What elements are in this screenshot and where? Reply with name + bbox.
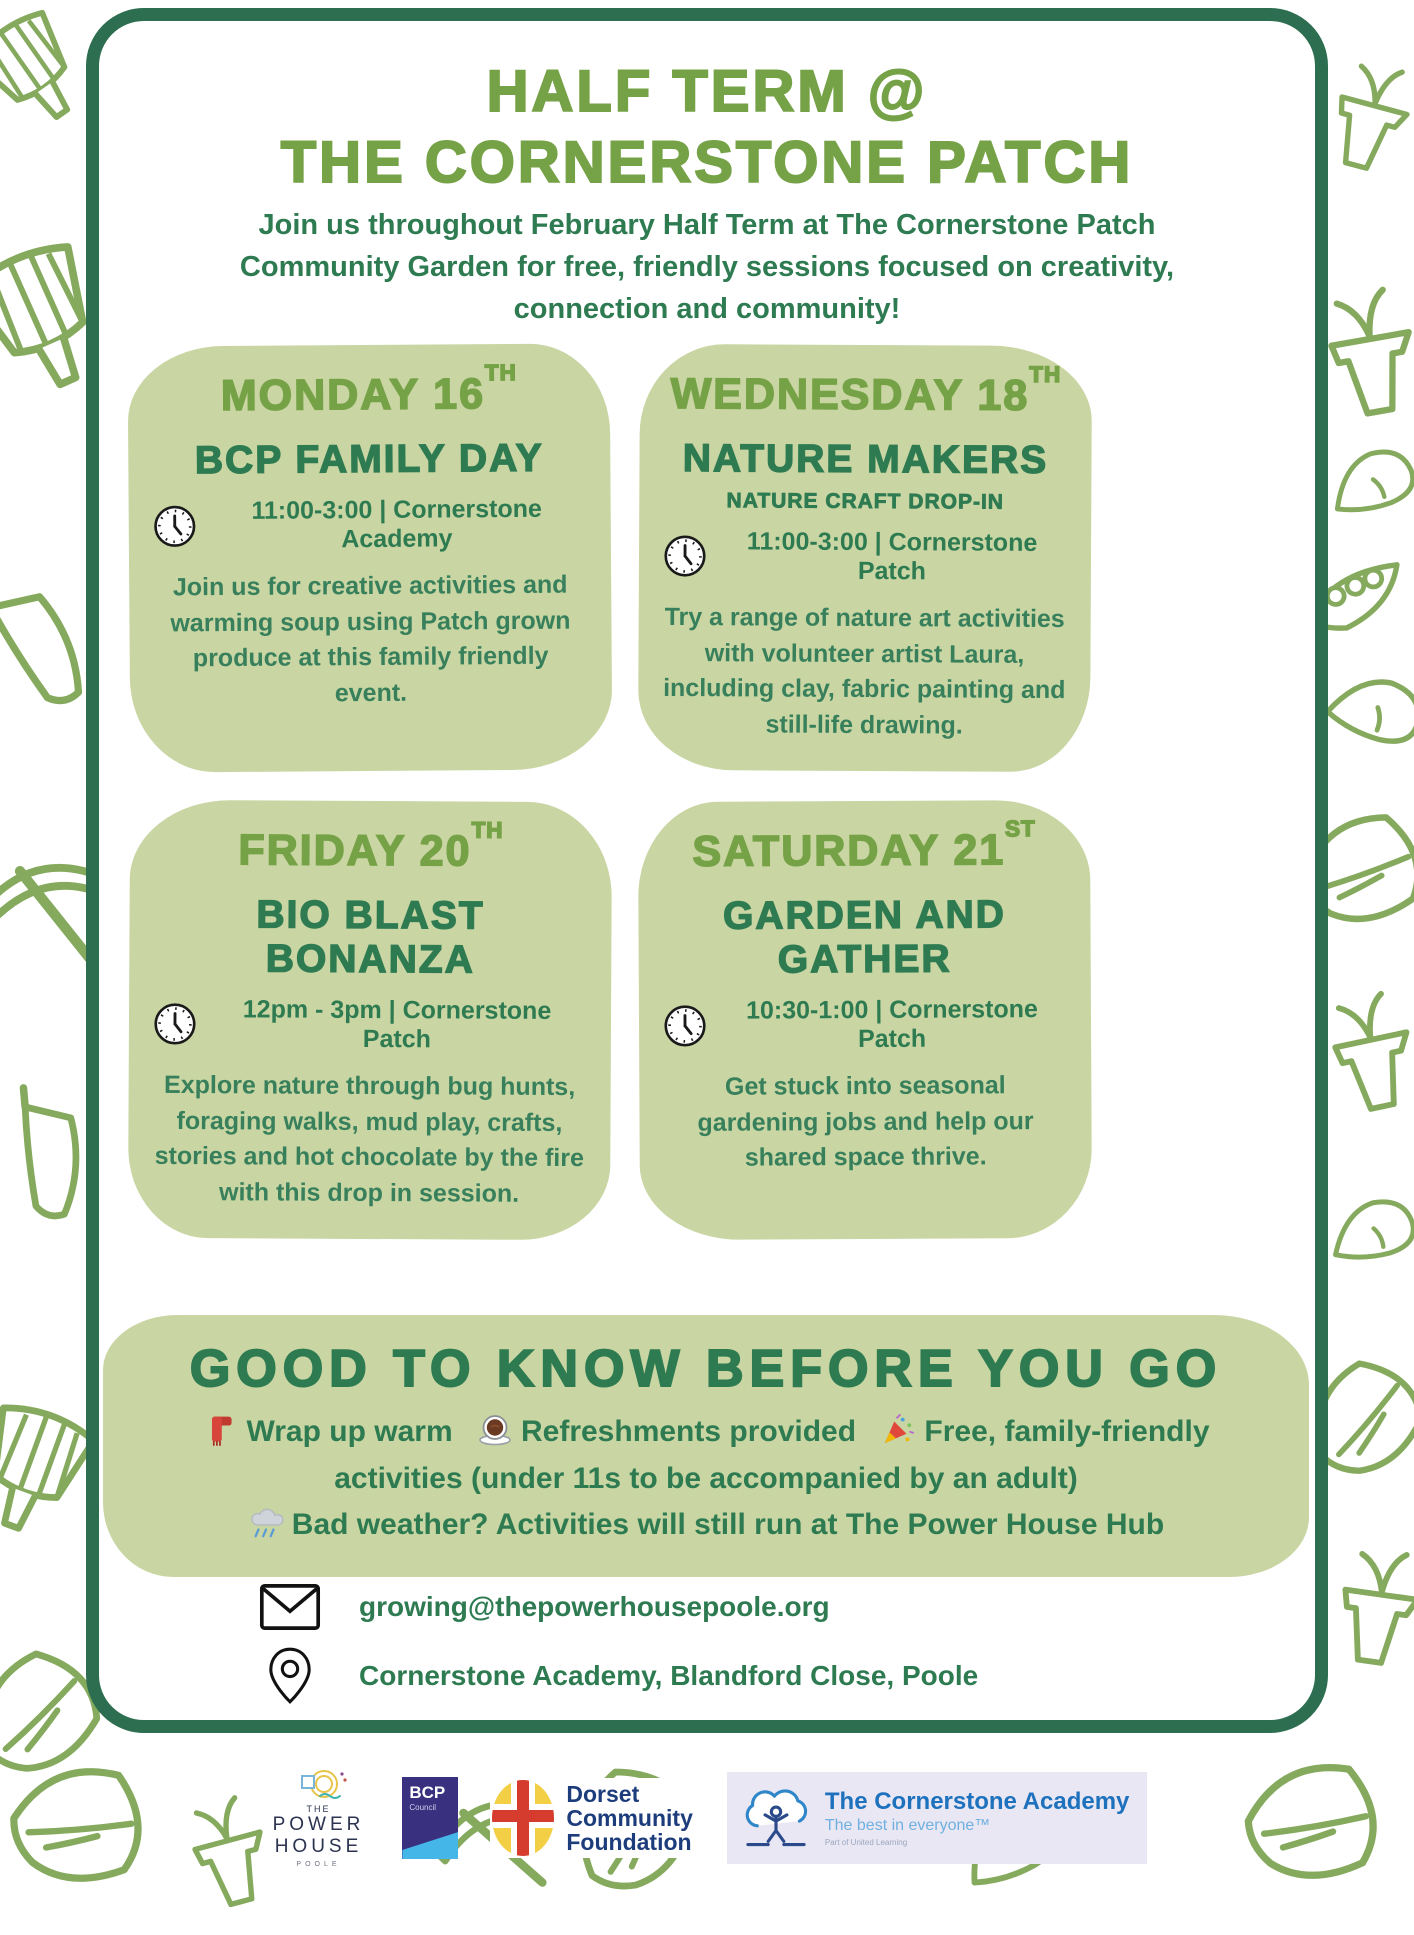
event-title: BIO BLAST BONANZA — [256, 893, 485, 982]
event-day: MONDAY 16TH — [220, 360, 517, 421]
cornerstone-sub: Part of United Learning — [824, 1837, 908, 1847]
event-card-saturday — [638, 800, 1092, 1240]
ordinal-suffix: ST — [1005, 816, 1036, 842]
cornerstone-name: The Cornerstone Academy — [824, 1788, 1130, 1816]
good-to-know-weather-line — [149, 1502, 1263, 1549]
partner-logos — [0, 1758, 1414, 1878]
bcp-sub: Council — [409, 1803, 437, 1812]
event-description: Explore nature through bug hunts, foraging walks, mud play, crafts, stories and hot chocolate by the fire with this drop in session. — [154, 1070, 584, 1208]
bcp-council-logo — [402, 1777, 458, 1859]
event-title: GARDEN AND GATHER — [722, 893, 1007, 982]
ordinal-suffix: TH — [471, 817, 504, 844]
intro-paragraph: Join us throughout February Half Term at The Cornerstone Patch Community Garden for free, friendly sessions focused on creativity, connection and community! — [239, 209, 1175, 326]
event-day: FRIDAY 20TH — [238, 817, 504, 876]
event-time: 12pm - 3pm | Cornerstone Patch — [242, 995, 552, 1054]
good-to-know-item-2: Refreshments provided — [520, 1415, 857, 1448]
event-time: 11:00-3:00 | Cornerstone Patch — [746, 527, 1038, 586]
flyer-panel — [86, 8, 1328, 1733]
clock-icon — [153, 504, 197, 548]
email-address: growing@thepowerhousepoole.org — [359, 1591, 830, 1622]
cornerstone-text — [825, 1789, 1130, 1846]
event-card-monday — [128, 343, 613, 772]
good-to-know-item-4: Bad weather? Activities will still run at The Power House Hub — [291, 1508, 1165, 1541]
address-row — [257, 1647, 978, 1704]
event-description: Join us for creative activities and warming soup using Patch grown produce at this family friendly event. — [170, 570, 571, 707]
power-house-power: POWER — [272, 1814, 365, 1836]
event-subtitle: NATURE CRAFT DROP-IN — [726, 489, 1005, 514]
dorset-text: Dorset Community Foundation — [566, 1780, 693, 1856]
envelope-icon — [257, 1583, 323, 1631]
cornerstone-academy-logo — [727, 1772, 1148, 1864]
power-house-logo — [267, 1766, 371, 1870]
event-card-wednesday — [638, 344, 1092, 772]
ordinal-suffix: TH — [484, 360, 517, 386]
scarf-icon — [202, 1414, 238, 1446]
good-to-know-item-1: Wrap up warm — [246, 1415, 453, 1448]
event-description: Try a range of nature art activities with volunteer artist Laura, including clay, fabric painting and still-life drawing. — [663, 602, 1066, 740]
power-house-the: THE — [306, 1804, 331, 1815]
party-popper-icon — [880, 1414, 916, 1446]
event-cards-grid — [129, 345, 1091, 1239]
contact-block — [257, 1583, 978, 1704]
event-day: WEDNESDAY 18TH — [670, 362, 1062, 420]
good-to-know-card — [103, 1315, 1309, 1577]
event-title: BCP FAMILY DAY — [194, 436, 544, 483]
ordinal-suffix: TH — [1029, 362, 1062, 388]
event-card-friday — [128, 800, 612, 1241]
good-to-know-title: GOOD TO KNOW BEFORE YOU GO — [189, 1340, 1223, 1398]
dorset-flag-icon — [492, 1780, 554, 1856]
clock-icon — [153, 1002, 197, 1046]
power-house-logo-mark — [286, 1768, 350, 1804]
power-house-house: HOUSE — [274, 1836, 363, 1857]
dorset-community-foundation-logo — [490, 1778, 695, 1858]
good-to-know-items — [149, 1409, 1263, 1502]
bcp-name: BCP — [409, 1783, 446, 1802]
title-line-1: HALF TERM @ — [486, 59, 928, 124]
title-line-2: THE CORNERSTONE PATCH — [280, 129, 1134, 195]
power-house-poole: POOLE — [296, 1860, 341, 1868]
event-time-row — [663, 527, 1067, 587]
event-title: NATURE MAKERS — [682, 437, 1049, 482]
event-time-row — [153, 494, 587, 555]
cornerstone-tree-icon — [737, 1782, 815, 1854]
coffee-cup-icon — [477, 1414, 513, 1446]
event-day: SATURDAY 21ST — [692, 816, 1036, 876]
venue-address: Cornerstone Academy, Blandford Close, Poole — [359, 1659, 979, 1691]
good-to-know-item-3: Free, family-friendly activities (under 11s to be accompanied by an adult) — [334, 1415, 1210, 1495]
location-pin-icon — [257, 1647, 323, 1704]
event-description: Get stuck into seasonal gardening jobs and help our shared space thrive. — [697, 1071, 1034, 1172]
event-time-row — [663, 995, 1067, 1055]
bcp-wave-graphic — [402, 1829, 458, 1859]
event-time: 11:00-3:00 | Cornerstone Academy — [251, 494, 542, 554]
email-row — [257, 1583, 978, 1631]
rain-cloud-icon — [248, 1507, 284, 1539]
event-time: 10:30-1:00 | Cornerstone Patch — [745, 995, 1038, 1054]
cornerstone-tagline: The best in everyone™ — [824, 1816, 991, 1834]
event-time-row — [153, 995, 587, 1055]
clock-icon — [663, 534, 707, 578]
poster-title — [99, 57, 1315, 199]
clock-icon — [663, 1004, 707, 1048]
